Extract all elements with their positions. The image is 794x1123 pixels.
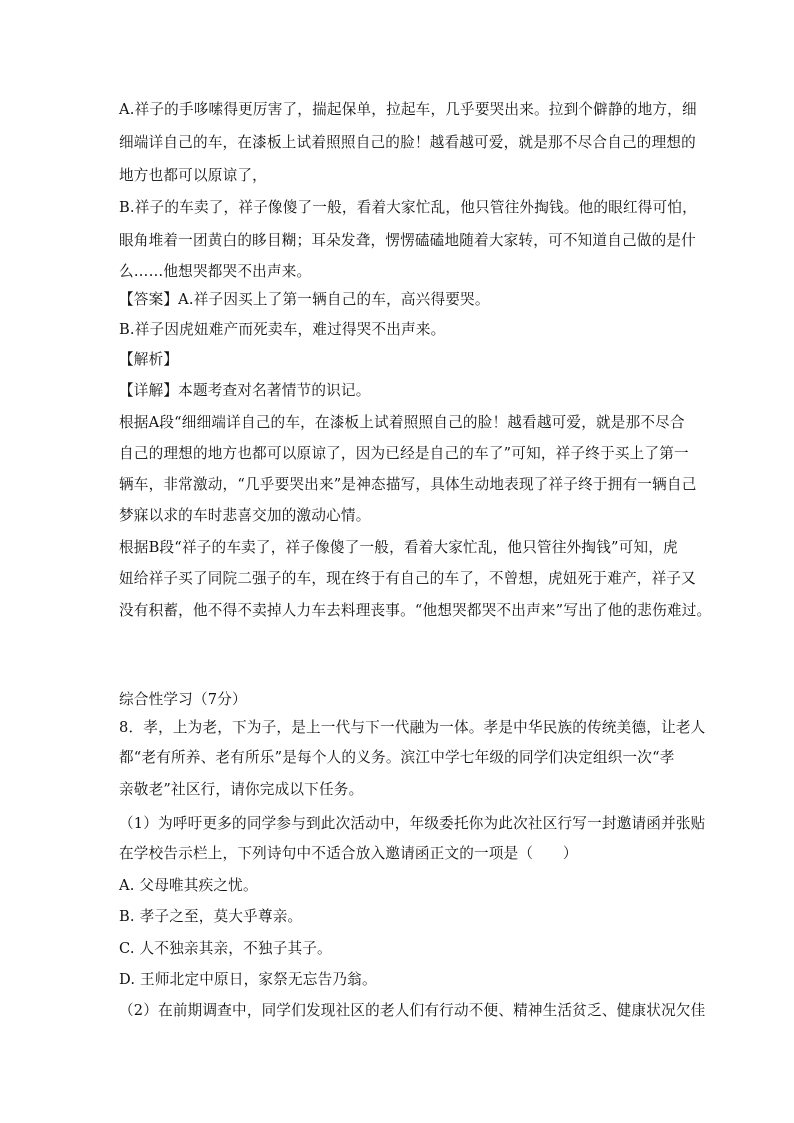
question-line: 8．孝，上为老，下为子，是上一代与下一代融为一体。孝是中华民族的传统美德，让老人 xyxy=(119,719,706,736)
analysis-heading: 【解析】 xyxy=(119,351,179,368)
section-heading: 综合性学习（7分） xyxy=(119,691,247,708)
question-line: 亲敬老”社区行，请你完成以下任务。 xyxy=(119,781,364,798)
answer-line: B.祥子因虎妞难产而死卖车，难过得哭不出声来。 xyxy=(119,321,446,338)
question-line: 都“老有所养、老有所乐”是每个人的义务。滨江中学七年级的同学们决定组织一次“孝 xyxy=(119,749,675,766)
text-line: 么……他想哭都哭不出声来。 xyxy=(119,263,312,280)
detail-line: 【详解】本题考查对名著情节的识记。 xyxy=(119,382,371,399)
text-line: 眼角堆着一团黄白的眵目糊；耳朵发聋，愣愣磕磕地随着大家转，可不知道自己做的是什 xyxy=(119,232,696,249)
text-line: 自己的理想的地方也都可以原谅了，因为已经是自己的车了”可知，祥子终于买上了第一 xyxy=(119,445,689,462)
option-b: B. 孝子之至，莫大乎尊亲。 xyxy=(119,908,303,925)
text-line: A.祥子的手哆嗦得更厉害了，揣起保单，拉起车，几乎要哭出来。拉到个僻静的地方，细 xyxy=(119,101,697,118)
option-c: C. 人不独亲其亲，不独子其子。 xyxy=(119,940,332,957)
option-d: D. 王师北定中原日，家祭无忘告乃翁。 xyxy=(119,971,377,988)
text-line: 根据B段“祥子的车卖了，祥子像傻了一般，看着大家忙乱，他只管往外掏钱”可知，虎 xyxy=(119,539,678,556)
question-line: （1）为呼吁更多的同学参与到此次活动中，年级委托你为此次社区行写一封邀请函并张贴 xyxy=(119,815,706,832)
text-line: 梦寐以求的车时悲喜交加的激动心情。 xyxy=(119,507,371,524)
question-line: 在学校告示栏上，下列诗句中不适合放入邀请函正文的一项是（ ） xyxy=(119,845,578,862)
text-line: 细端详自己的车，在漆板上试着照照自己的脸！越看越可爱，就是那不尽合自己的理想的 xyxy=(119,134,696,151)
text-line: 辆车，非常激动，“几乎要哭出来”是神态描写，具体生动地表现了祥子终于拥有一辆自己 xyxy=(119,476,697,493)
text-line: 没有积蓄，他不得不卖掉人力车去料理丧事。“他想哭都哭不出声来”写出了他的悲伤难过。 xyxy=(119,602,712,619)
text-line: 根据A段“细细端详自己的车，在漆板上试着照照自己的脸！越看越可爱，就是那不尽合 xyxy=(119,414,685,431)
answer-line: 【答案】A.祥子因买上了第一辆自己的车，高兴得要哭。 xyxy=(119,291,490,308)
option-a: A. 父母唯其疾之忧。 xyxy=(119,877,258,894)
text-line: 地方也都可以原谅了， xyxy=(119,167,267,184)
question-line: （2）在前期调查中，同学们发现社区的老人们有行动不便、精神生活贫乏、健康状况欠佳 xyxy=(119,1002,706,1019)
text-line: B.祥子的车卖了，祥子像傻了一般，看着大家忙乱，他只管往外掏钱。他的眼红得可怕， xyxy=(119,199,697,216)
text-line: 妞给祥子买了同院二强子的车，现在终于有自己的车了，不曾想，虎妞死于难产，祥子又 xyxy=(119,570,696,587)
